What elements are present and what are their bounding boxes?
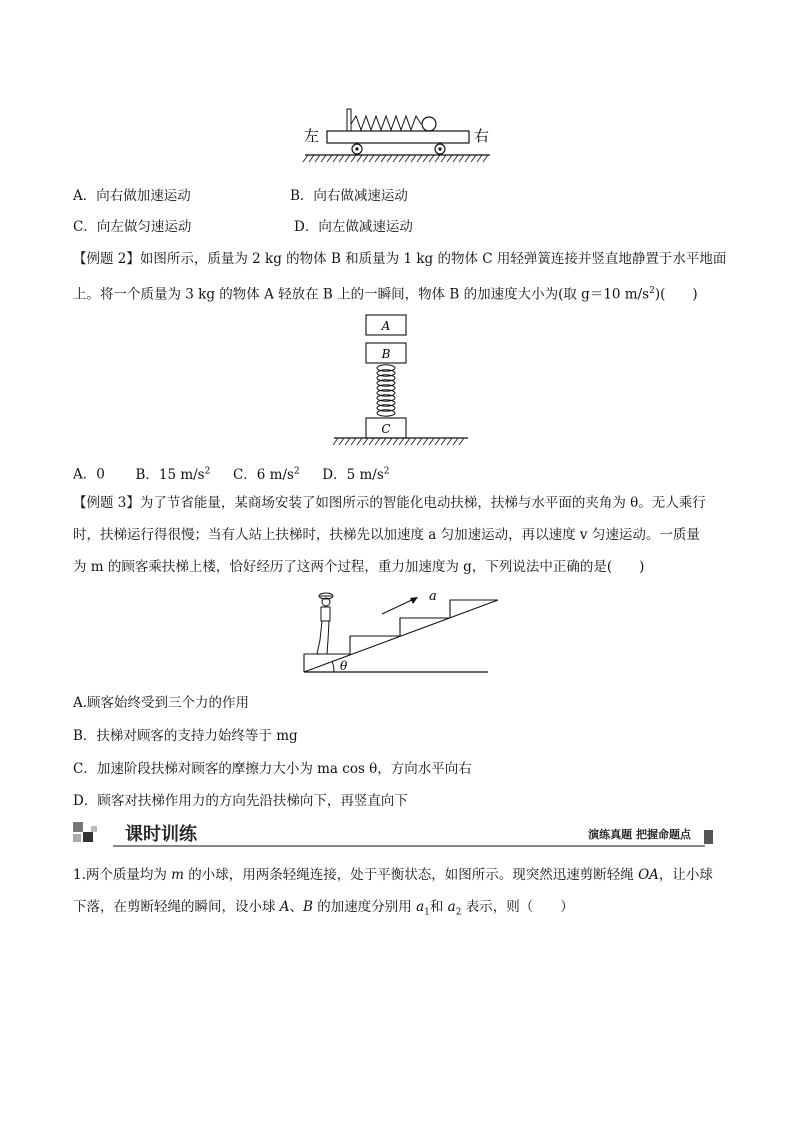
squares-icon (73, 822, 101, 846)
example2-options (73, 462, 389, 484)
acceleration-label: a (429, 589, 437, 604)
practice-q1-line1: 1.两个质量均为 m 的小球，用两条轻绳连接，处于平衡状态，如图所示。现突然迅速剪断轻绳 OA，让小球 (73, 867, 713, 883)
example3-line2: 时，扶梯运行得很慢；当有人站上扶梯时，扶梯先以加速度 a 匀加速运动，再以速度 v 匀速运动。一质量 (73, 527, 700, 543)
cart-spring-figure (300, 104, 500, 166)
section-subtitle: 演练真题 把握命题点 (588, 828, 691, 841)
q1-option-d: D．向左做减速运动 (294, 219, 413, 235)
escalator-figure (300, 586, 500, 678)
q1-option-b: B．向右做减速运动 (290, 188, 408, 204)
example2-option-c: C．6 $m/s^2$ (232, 466, 300, 483)
example3-line1: 【例题 3】为了节省能量，某商场安装了如图所示的智能化电动扶梯，扶梯与水平面的夹角为 θ。无人乘行 (73, 495, 706, 511)
q1-option-c: C．向左做匀速运动 (73, 219, 192, 235)
blocks-spring-figure (330, 312, 472, 450)
example3-line3: 为 m 的顾客乘扶梯上楼，恰好经历了这两个过程，重力加速度为 g，下列说法中正确的是( ) (73, 559, 645, 575)
example2-option-d: D．5 $m/s^2$ (322, 466, 390, 483)
block-c-label: C (381, 422, 391, 436)
theta-label: θ (340, 659, 348, 673)
section-title: 课时训练 (125, 824, 197, 845)
section-end-marker (704, 830, 713, 844)
block-b-label: B (381, 347, 391, 361)
right-label: 右 (474, 127, 490, 145)
left-label: 左 (304, 127, 320, 145)
example3-option-a: A.顾客始终受到三个力的作用 (73, 695, 250, 711)
practice-q1-line2: 下落，在剪断轻绳的瞬间，设小球 A、B 的加速度分别用 $a_1$和 $a_2$ 表示，则（ ） (73, 899, 574, 918)
person-icon (317, 593, 333, 654)
section-divider (113, 845, 705, 847)
section-banner (73, 818, 713, 848)
example2-line2: 上。将一个质量为 3 kg 的物体 A 轻放在 B 上的一瞬间，物体 B 的加速度大小为(取 g＝10 $m/s^2$)( ) (73, 286, 698, 303)
example3-option-c: C．加速阶段扶梯对顾客的摩擦力大小为 ma cos θ，方向水平向右 (73, 761, 472, 777)
example3-option-d: D．顾客对扶梯作用力的方向先沿扶梯向下，再竖直向下 (73, 793, 408, 809)
example2-option-a: A．0 (73, 466, 105, 483)
example2-line1: 【例题 2】如图所示，质量为 2 kg 的物体 B 和质量为 1 kg 的物体 C 用轻弹簧连接并竖直地静置于水平地面 (73, 251, 727, 267)
q1-option-a: A．向右做加速运动 (73, 188, 191, 204)
example2-option-b: B．15 $m/s^2$ (135, 466, 211, 483)
block-a-label: A (381, 319, 391, 333)
example3-option-b: B．扶梯对顾客的支持力始终等于 mg (73, 728, 298, 744)
